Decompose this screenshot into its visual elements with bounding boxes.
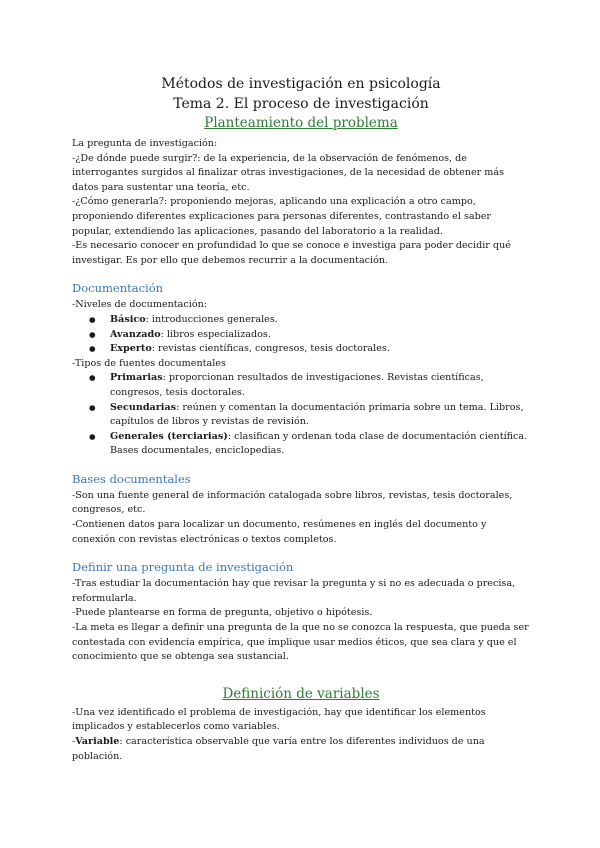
variables-body (72, 706, 530, 764)
paragraph: -¿De dónde puede surgir?: de la experiencia, de la observación de fenómenos, de interrogantes surgidos al finalizar otras investigaciones, de la necesidad de obtener más datos para sustentar una teoría, etc. (72, 152, 505, 193)
paragraph (72, 735, 530, 764)
document-title: Métodos de investigación en psicología (161, 76, 441, 92)
heading-bases: Bases documentales (72, 471, 191, 486)
list-text: : proporcionan resultados de investigaciones. Revistas científicas, congresos, tesis doctorales. (110, 372, 484, 398)
paragraph: -Una vez identificado el problema de investigación, hay que identificar los elementos implicados y establecerlos como variables. (72, 706, 486, 733)
definir-body (72, 577, 530, 665)
bases-body (72, 489, 530, 547)
paragraph: -Tipos de fuentes documentales (72, 357, 226, 369)
list-text: : característica observable que varía entre los diferentes individuos de una población. (72, 736, 485, 762)
list-term: Generales (terciarias) (110, 430, 228, 442)
section-title-planteamiento: Planteamiento del problema (204, 115, 398, 131)
paragraph: La pregunta de investigación: (72, 138, 218, 149)
heading-definir: Definir una pregunta de investigación (72, 560, 294, 575)
list-term: Variable (75, 736, 120, 747)
list-term: Primarias (110, 372, 163, 384)
paragraph: -La meta es llegar a definir una pregunta de la que no se conozca la respuesta, que pueda ser contestada con evidencia empírica, que implique usar medios éticos, que sea clara y que el conocimiento que se obtenga sea sustancial. (72, 622, 529, 663)
list-term: Avanzado (110, 328, 161, 340)
list-item (72, 371, 530, 400)
paragraph: -¿Cómo generarla?: proponiendo mejoras, aplicando una explicación a otro campo, proponiendo diferentes explicaciones para personas diferentes, contrastando el saber popular, extendiendo las aplicaciones, pasando del laboratorio a la realidad. (72, 196, 491, 237)
document-subtitle: Tema 2. El proceso de investigación (173, 96, 429, 112)
list-term: Experto (110, 343, 152, 355)
tipos-list (72, 371, 530, 459)
list-term: Básico (110, 313, 146, 325)
section-title-variables: Definición de variables (222, 685, 380, 702)
list-item (72, 313, 530, 328)
list-text: : reúnen y comentan la documentación primaria sobre un tema. Libros, capítulos de libros y revistas de revisión. (110, 401, 524, 428)
paragraph: -Puede plantearse en forma de pregunta, objetivo o hipótesis. (72, 607, 373, 619)
list-text: : libros especializados. (160, 328, 271, 340)
niveles-list (72, 313, 530, 357)
list-item (72, 430, 530, 459)
paragraph: -Es necesario conocer en profundidad lo que se conoce e investiga para poder decidir qué investigar. Es por ello que debemos recurrir a la documentación. (72, 240, 511, 266)
documentacion-body (72, 298, 530, 459)
list-text: : clasifican y ordenan toda clase de documentación científica. Bases documentales, enciclopedias. (110, 430, 528, 457)
planteamiento-body (72, 137, 530, 268)
paragraph: -Niveles de documentación: (72, 299, 208, 311)
list-item (72, 401, 530, 430)
list-text: : introducciones generales. (145, 313, 278, 325)
paragraph: -Son una fuente general de información catalogada sobre libros, revistas, tesis doctorales, congresos, etc. (72, 489, 513, 516)
paragraph: -Contienen datos para localizar un documento, resúmenes en inglés del documento y conexión con revistas electrónicas o textos completos. (72, 519, 487, 545)
list-term: Secundarias (110, 401, 177, 413)
list-text: : revistas científicas, congresos, tesis doctorales. (151, 343, 390, 355)
heading-documentacion: Documentación (72, 281, 164, 296)
list-item (72, 328, 530, 343)
list-item (72, 342, 530, 357)
dash: - (72, 736, 76, 747)
paragraph: -Tras estudiar la documentación hay que revisar la pregunta y si no es adecuada o precisa, reformularla. (72, 578, 516, 604)
